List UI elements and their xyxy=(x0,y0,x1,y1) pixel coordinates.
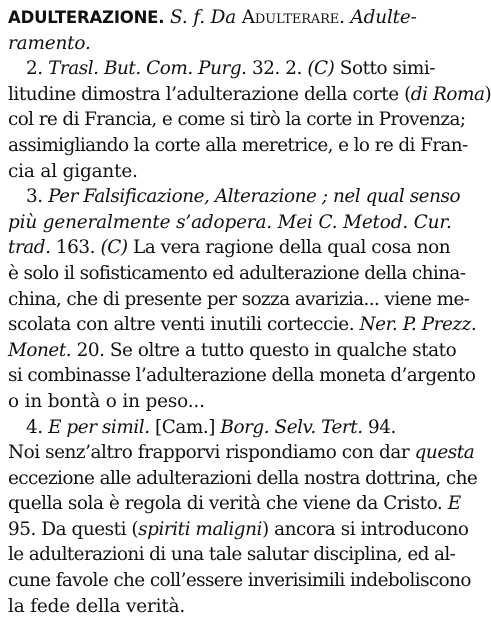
part-of-speech: S. f. xyxy=(170,7,205,28)
sense-4-line xyxy=(8,415,466,441)
quote-line: china, che di presente per sozza avarizia... viene me- xyxy=(8,288,470,310)
citation-line xyxy=(8,235,466,261)
citation-numbers: 94. xyxy=(368,416,396,438)
dictionary-entry xyxy=(8,5,491,619)
citation: Ner. P. Prezz. xyxy=(359,314,477,336)
quote-line: assimigliando la corte alla meretrice, e lo re di Fran- xyxy=(8,134,468,156)
source-marker: (C) xyxy=(100,237,128,259)
sense-definition-line: più generalmente s’adopera. Mei C. Metod. Cur. xyxy=(8,211,452,233)
quote-line: è solo il sofisticamento ed adulterazione della china- xyxy=(8,262,466,284)
quote-emphasis: questa xyxy=(414,442,475,464)
quote-line: la fede della verità. xyxy=(8,595,186,617)
quote-text: Sotto simi- xyxy=(339,58,436,80)
quote-line xyxy=(8,440,475,466)
quote-line xyxy=(8,338,466,364)
quote-line xyxy=(8,312,477,338)
citation: E xyxy=(447,493,461,515)
quote-text: ) xyxy=(484,83,491,105)
sense-3-line xyxy=(8,184,466,210)
quote-line xyxy=(8,517,469,543)
quote-line: cia al gigante. xyxy=(8,160,138,182)
quote-line xyxy=(8,491,466,517)
quote-text: ) ancora si introducono xyxy=(261,518,469,540)
quote-line: o in bontà o in peso... xyxy=(8,390,205,412)
cross-reference-tail: Adulte- xyxy=(350,7,417,28)
entry-text-line: ramento. xyxy=(8,32,91,54)
quote-text: scolata con altre venti inutili corteccie. xyxy=(8,314,355,336)
quote-text: Noi senz’altro frapporvi rispondiamo con dar xyxy=(8,442,410,464)
citation-numbers: 32. 2. xyxy=(251,58,302,80)
quote-line xyxy=(8,82,491,108)
quote-line: col re di Francia, e come si tirò la corte in Provenza; xyxy=(8,109,466,131)
quote-text: La vera ragione della qual cosa non xyxy=(132,237,451,259)
citation: Borg. Selv. Tert. xyxy=(220,416,363,438)
quote-line: le adulterazioni di una tale salutar disciplina, ed al- xyxy=(8,544,456,566)
quote-gloss: di Roma xyxy=(410,83,485,105)
cross-reference: Adulterare. xyxy=(241,7,345,28)
sense-number: 4. xyxy=(26,416,43,438)
derivation-prefix: Da xyxy=(210,7,237,28)
citation-numbers: 163. xyxy=(55,237,96,259)
sense-definition: E per simil. xyxy=(48,416,150,438)
entry-header-line xyxy=(8,5,466,31)
quote-text: 95. Da questi ( xyxy=(8,518,139,540)
quote-line: si combinasse l’adulterazione della moneta d’argento xyxy=(8,365,476,387)
quote-gloss: spiriti maligni xyxy=(138,518,262,540)
citation: trad. xyxy=(8,237,51,259)
quote-text: 20. Se oltre a tutto questo in qualche stato xyxy=(76,339,457,361)
sense-number: 2. xyxy=(26,58,43,80)
sense-number: 3. xyxy=(26,186,43,208)
sense-2-line xyxy=(8,56,466,82)
citation: Trasl. But. Com. Purg. xyxy=(48,58,247,80)
source-marker: (C) xyxy=(307,58,335,80)
quote-text: quella sola è regola di verità che viene da Cristo. xyxy=(8,493,443,515)
headword: ADULTERAZIONE. xyxy=(8,8,165,27)
quote-text: litudine dimostra l’adulterazione della corte ( xyxy=(8,83,411,105)
editor-marker: [Cam.] xyxy=(155,416,215,438)
quote-line: cune favole che coll’essere inverisimili indeboliscono xyxy=(8,570,471,592)
citation: Monet. xyxy=(8,339,72,361)
sense-definition: Per Falsificazione, Alterazione ; nel qual senso xyxy=(48,186,461,208)
quote-line: eccezione alle adulterazioni della nostra dottrina, che xyxy=(8,467,478,489)
